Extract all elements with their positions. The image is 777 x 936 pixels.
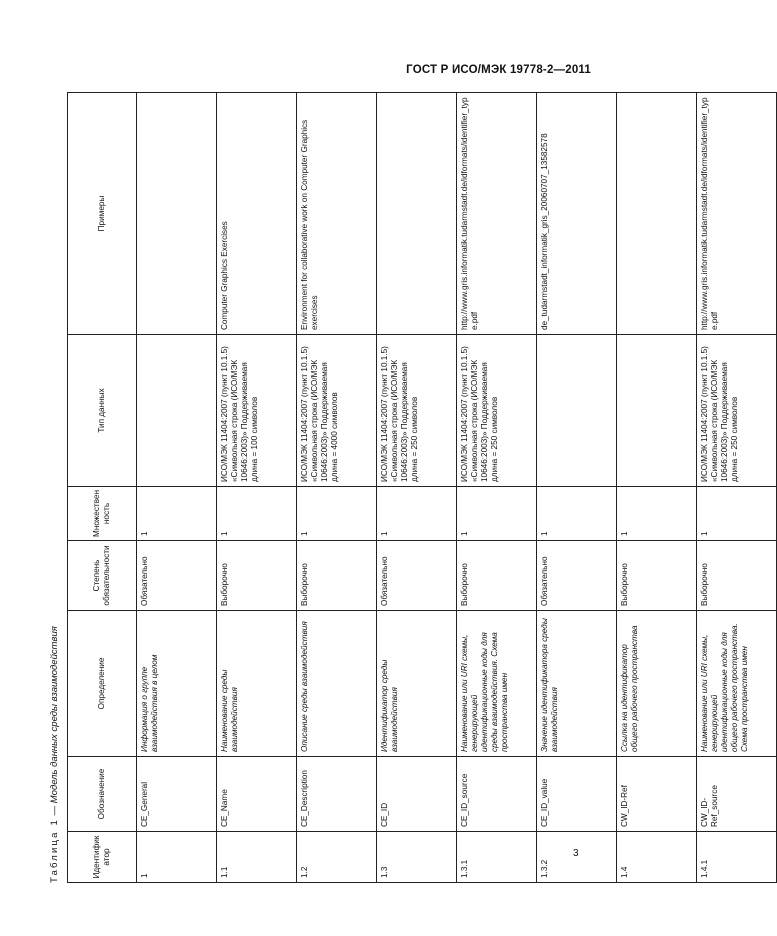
data-model-table <box>67 92 777 883</box>
cell-id: 1.3.1 <box>457 832 537 883</box>
cell-id: 1.2 <box>297 832 377 883</box>
cell-name: CW_ID-Ref <box>617 757 697 832</box>
cell-multiplicity: 1 <box>137 487 217 541</box>
cell-name: CE_ID_source <box>457 757 537 832</box>
document-header: ГОСТ Р ИСО/МЭК 19778-2—2011 <box>406 64 591 76</box>
cell-datatype: ИСО/МЭК 11404:2007 (пункт 10.1.5) «Символьная строка (ИСО/МЭК 10646:2003)» Поддерживаемая длина = 4000 символов <box>297 335 377 487</box>
caption-label: Таблица 1 <box>49 818 60 883</box>
cell-example: Environment for collaborative work on Computer Graphics exercises <box>297 93 377 335</box>
cell-obligation: Выборочно <box>297 541 377 611</box>
table-row <box>537 93 617 883</box>
cell-example <box>377 93 457 335</box>
table-row <box>297 93 377 883</box>
cell-example <box>137 93 217 335</box>
cell-datatype <box>617 335 697 487</box>
cell-id: 1.4.1 <box>697 832 777 883</box>
cell-multiplicity: 1 <box>697 487 777 541</box>
cell-example: de_tudarmstadt_informatik_gris_20060707_13582578 <box>537 93 617 335</box>
cell-name: CE_Name <box>217 757 297 832</box>
col-header-definition: Определение <box>68 611 137 757</box>
cell-datatype <box>137 335 217 487</box>
caption-title: — Модель данных среды взаимодействия <box>49 626 60 816</box>
cell-id: 1.3.2 <box>537 832 617 883</box>
cell-definition: Информация о группе взаимодействия в целом <box>137 611 217 757</box>
cell-datatype: ИСО/МЭК 11404:2007 (пункт 10.1.5) «Символьная строка (ИСО/МЭК 10646:2003)» Поддерживаемая длина = 250 символов <box>697 335 777 487</box>
cell-datatype: ИСО/МЭК 11404:2007 (пункт 10.1.5) «Символьная строка (ИСО/МЭК 10646:2003)» Поддерживаемая длина = 100 символов <box>217 335 297 487</box>
cell-datatype: ИСО/МЭК 11404:2007 (пункт 10.1.5) «Символьная строка (ИСО/МЭК 10646:2003)» Поддерживаемая длина = 250 символов <box>457 335 537 487</box>
cell-multiplicity: 1 <box>297 487 377 541</box>
cell-name: CE_General <box>137 757 217 832</box>
cell-definition: Наименование или URI схемы, генерирующей идентификационные коды для общего рабочего пространства. Схема пространства имен <box>697 611 777 757</box>
col-header-examples: Примеры <box>68 93 137 335</box>
cell-multiplicity: 1 <box>537 487 617 541</box>
cell-example: Computer Graphics Exercises <box>217 93 297 335</box>
table-row <box>697 93 777 883</box>
col-header-multiplicity: Множественность <box>68 487 137 541</box>
table-header-row <box>68 93 137 883</box>
cell-example: http://www.gris.informatik.tudarmstadt.de/idformats/identifier_type.pdf <box>697 93 777 335</box>
cell-example: http://www.gris.informatik.tudarmstadt.de/idformats/identifier_type.pdf <box>457 93 537 335</box>
cell-example <box>617 93 697 335</box>
cell-obligation: Обязательно <box>377 541 457 611</box>
cell-obligation: Обязательно <box>137 541 217 611</box>
cell-obligation: Обязательно <box>537 541 617 611</box>
cell-definition: Наименование или URI схемы, генерирующей идентификационные коды для среды взаимодействия. Схема пространства имен <box>457 611 537 757</box>
cell-datatype: ИСО/МЭК 11404:2007 (пункт 10.1.5) «Символьная строка (ИСО/МЭК 10646:2003)» Поддерживаемая длина = 250 символов <box>377 335 457 487</box>
cell-definition: Ссылка на идентификатор общего рабочего пространства <box>617 611 697 757</box>
cell-name: CE_ID <box>377 757 457 832</box>
cell-datatype <box>537 335 617 487</box>
col-header-datatype: Тип данных <box>68 335 137 487</box>
cell-obligation: Выборочно <box>457 541 537 611</box>
table-row <box>457 93 537 883</box>
table-row <box>137 93 217 883</box>
page-number: 3 <box>573 848 579 859</box>
rotated-table-block <box>45 93 749 883</box>
cell-name: CE_ID_value <box>537 757 617 832</box>
cell-name: CW_ID-Ref_source <box>697 757 777 832</box>
cell-id: 1.4 <box>617 832 697 883</box>
cell-id: 1.1 <box>217 832 297 883</box>
cell-name: CE_Description <box>297 757 377 832</box>
cell-multiplicity: 1 <box>457 487 537 541</box>
col-header-obligation: Степень обязательности <box>68 541 137 611</box>
table-row <box>217 93 297 883</box>
cell-definition: Идентификатор среды взаимодействия <box>377 611 457 757</box>
cell-multiplicity: 1 <box>217 487 297 541</box>
table-row <box>617 93 697 883</box>
table-caption <box>45 626 65 883</box>
table-row <box>377 93 457 883</box>
cell-definition: Значение идентификатора среды взаимодействия <box>537 611 617 757</box>
cell-definition: Наименование среды взаимодействия <box>217 611 297 757</box>
cell-obligation: Выборочно <box>697 541 777 611</box>
cell-obligation: Выборочно <box>217 541 297 611</box>
col-header-name: Обозначение <box>68 757 137 832</box>
col-header-id: Идентификатор <box>68 832 137 883</box>
cell-multiplicity: 1 <box>377 487 457 541</box>
cell-obligation: Выборочно <box>617 541 697 611</box>
cell-id: 1.3 <box>377 832 457 883</box>
cell-id: 1 <box>137 832 217 883</box>
cell-definition: Описание среды взаимодействия <box>297 611 377 757</box>
cell-multiplicity: 1 <box>617 487 697 541</box>
